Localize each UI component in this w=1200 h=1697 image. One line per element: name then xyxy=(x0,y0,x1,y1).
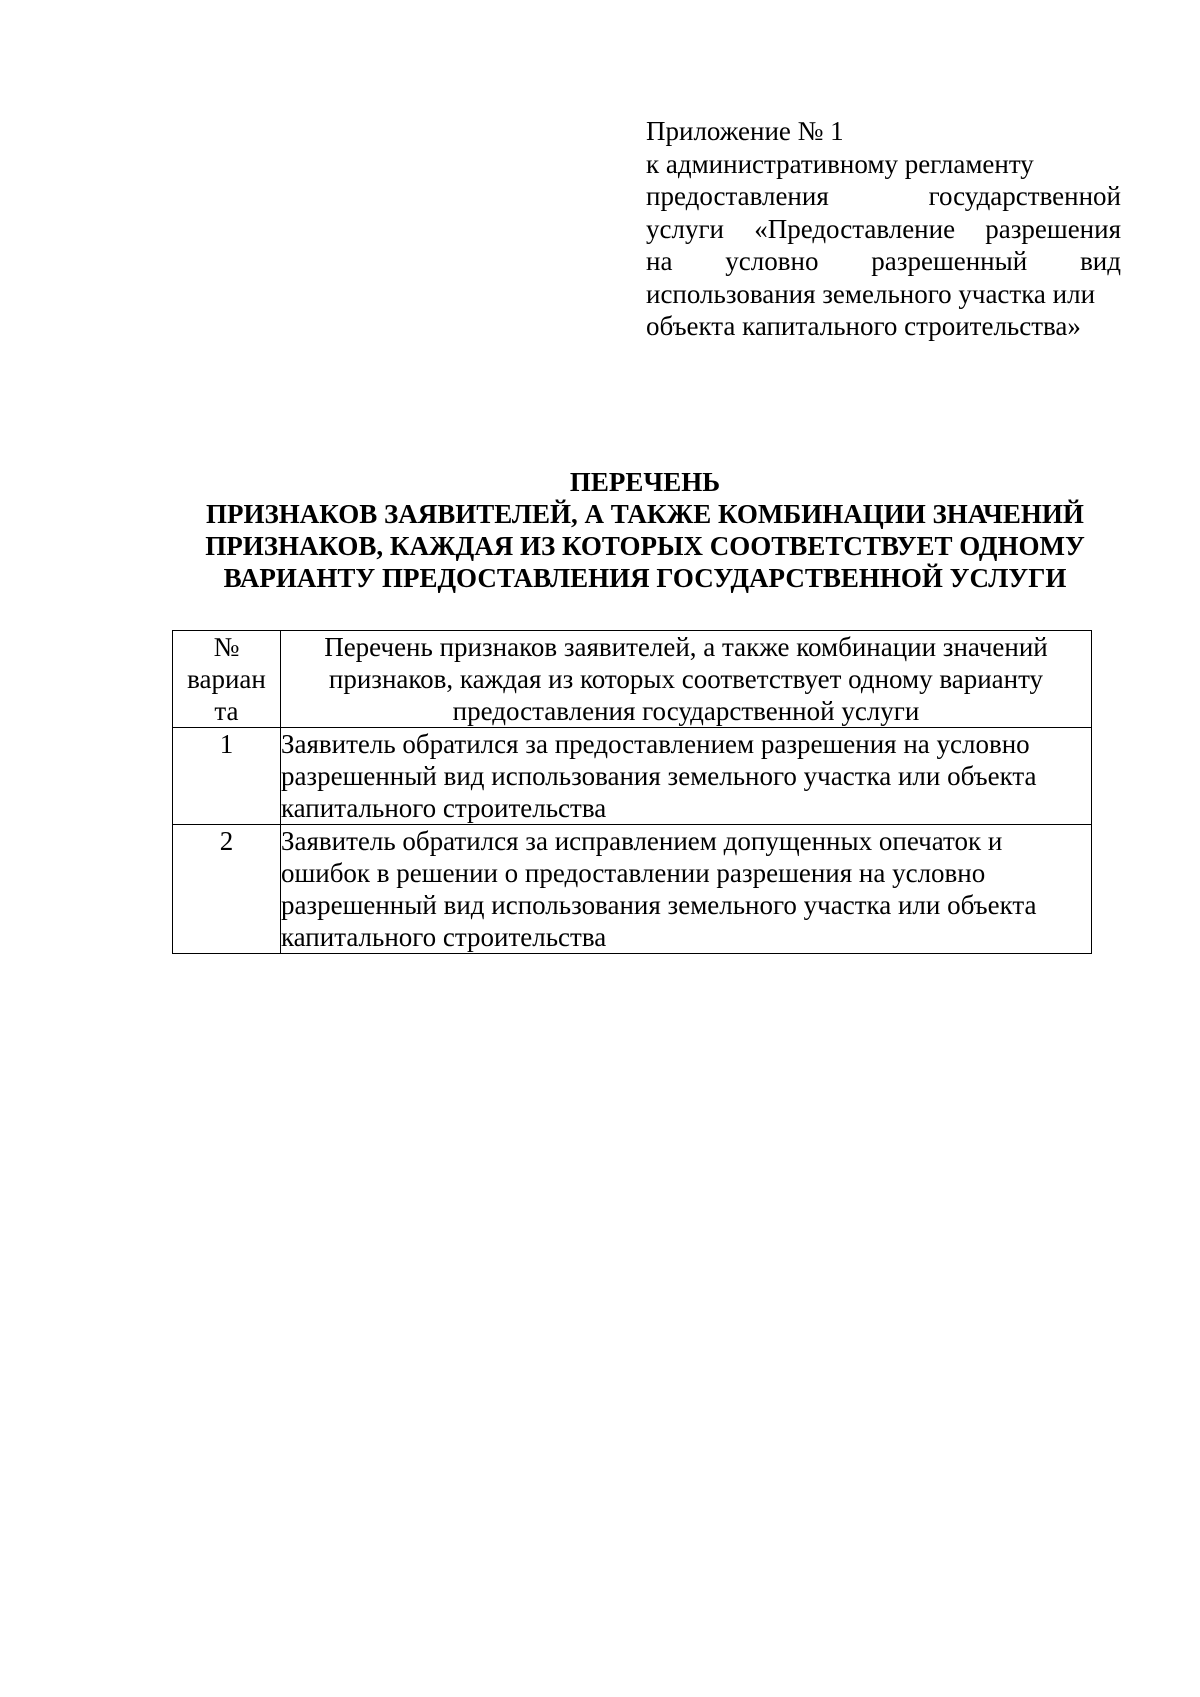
appendix-line: к административному регламенту xyxy=(646,148,1034,179)
variant-number-cell: 2 xyxy=(173,825,281,954)
table-header-row xyxy=(173,631,1092,728)
header-description-cell: Перечень признаков заявителей, а также комбинации значений признаков, каждая из которых соответствует одному варианту предоставления государственной услуги xyxy=(280,631,1091,728)
title-line: ПРИЗНАКОВ, КАЖДАЯ ИЗ КОТОРЫХ СООТВЕТСТВУЕТ ОДНОМУ xyxy=(205,531,1085,561)
appendix-line: объекта капитального строительства» xyxy=(646,311,1081,341)
appendix-block xyxy=(646,115,1121,343)
variant-number-cell: 1 xyxy=(173,728,281,825)
variant-description-cell: Заявитель обратился за предоставлением разрешения на условно разрешенный вид использования земельного участка или объекта капитального строительства xyxy=(280,728,1091,825)
appendix-line: использования земельного участка или xyxy=(646,278,1096,309)
header-number-cell xyxy=(173,631,281,728)
title-line: ПЕРЕЧЕНЬ xyxy=(569,467,721,497)
title-line: ВАРИАНТУ ПРЕДОСТАВЛЕНИЯ ГОСУДАРСТВЕННОЙ УСЛУГИ xyxy=(223,563,1067,593)
appendix-line: услуги «Предоставление разрешения xyxy=(646,213,1121,244)
title-line: ПРИЗНАКОВ ЗАЯВИТЕЛЕЙ, А ТАКЖЕ КОМБИНАЦИИ ЗНАЧЕНИЙ xyxy=(206,499,1084,529)
header-number-line: та xyxy=(214,696,239,726)
table-row xyxy=(173,728,1092,825)
header-number-line: вариан xyxy=(187,664,266,694)
appendix-line: Приложение № 1 xyxy=(646,116,844,146)
header-number-line: № xyxy=(213,632,240,662)
document-title xyxy=(150,466,1140,594)
variants-table xyxy=(172,630,1092,954)
variant-description-cell: Заявитель обратился за исправлением допущенных опечаток и ошибок в решении о предоставлении разрешения на условно разрешенный вид использования земельного участка или объекта капитального строительства xyxy=(280,825,1091,954)
appendix-line: предоставления государственной xyxy=(646,181,1121,211)
table-row xyxy=(173,825,1092,954)
appendix-line: на условно разрешенный вид xyxy=(646,246,1121,276)
